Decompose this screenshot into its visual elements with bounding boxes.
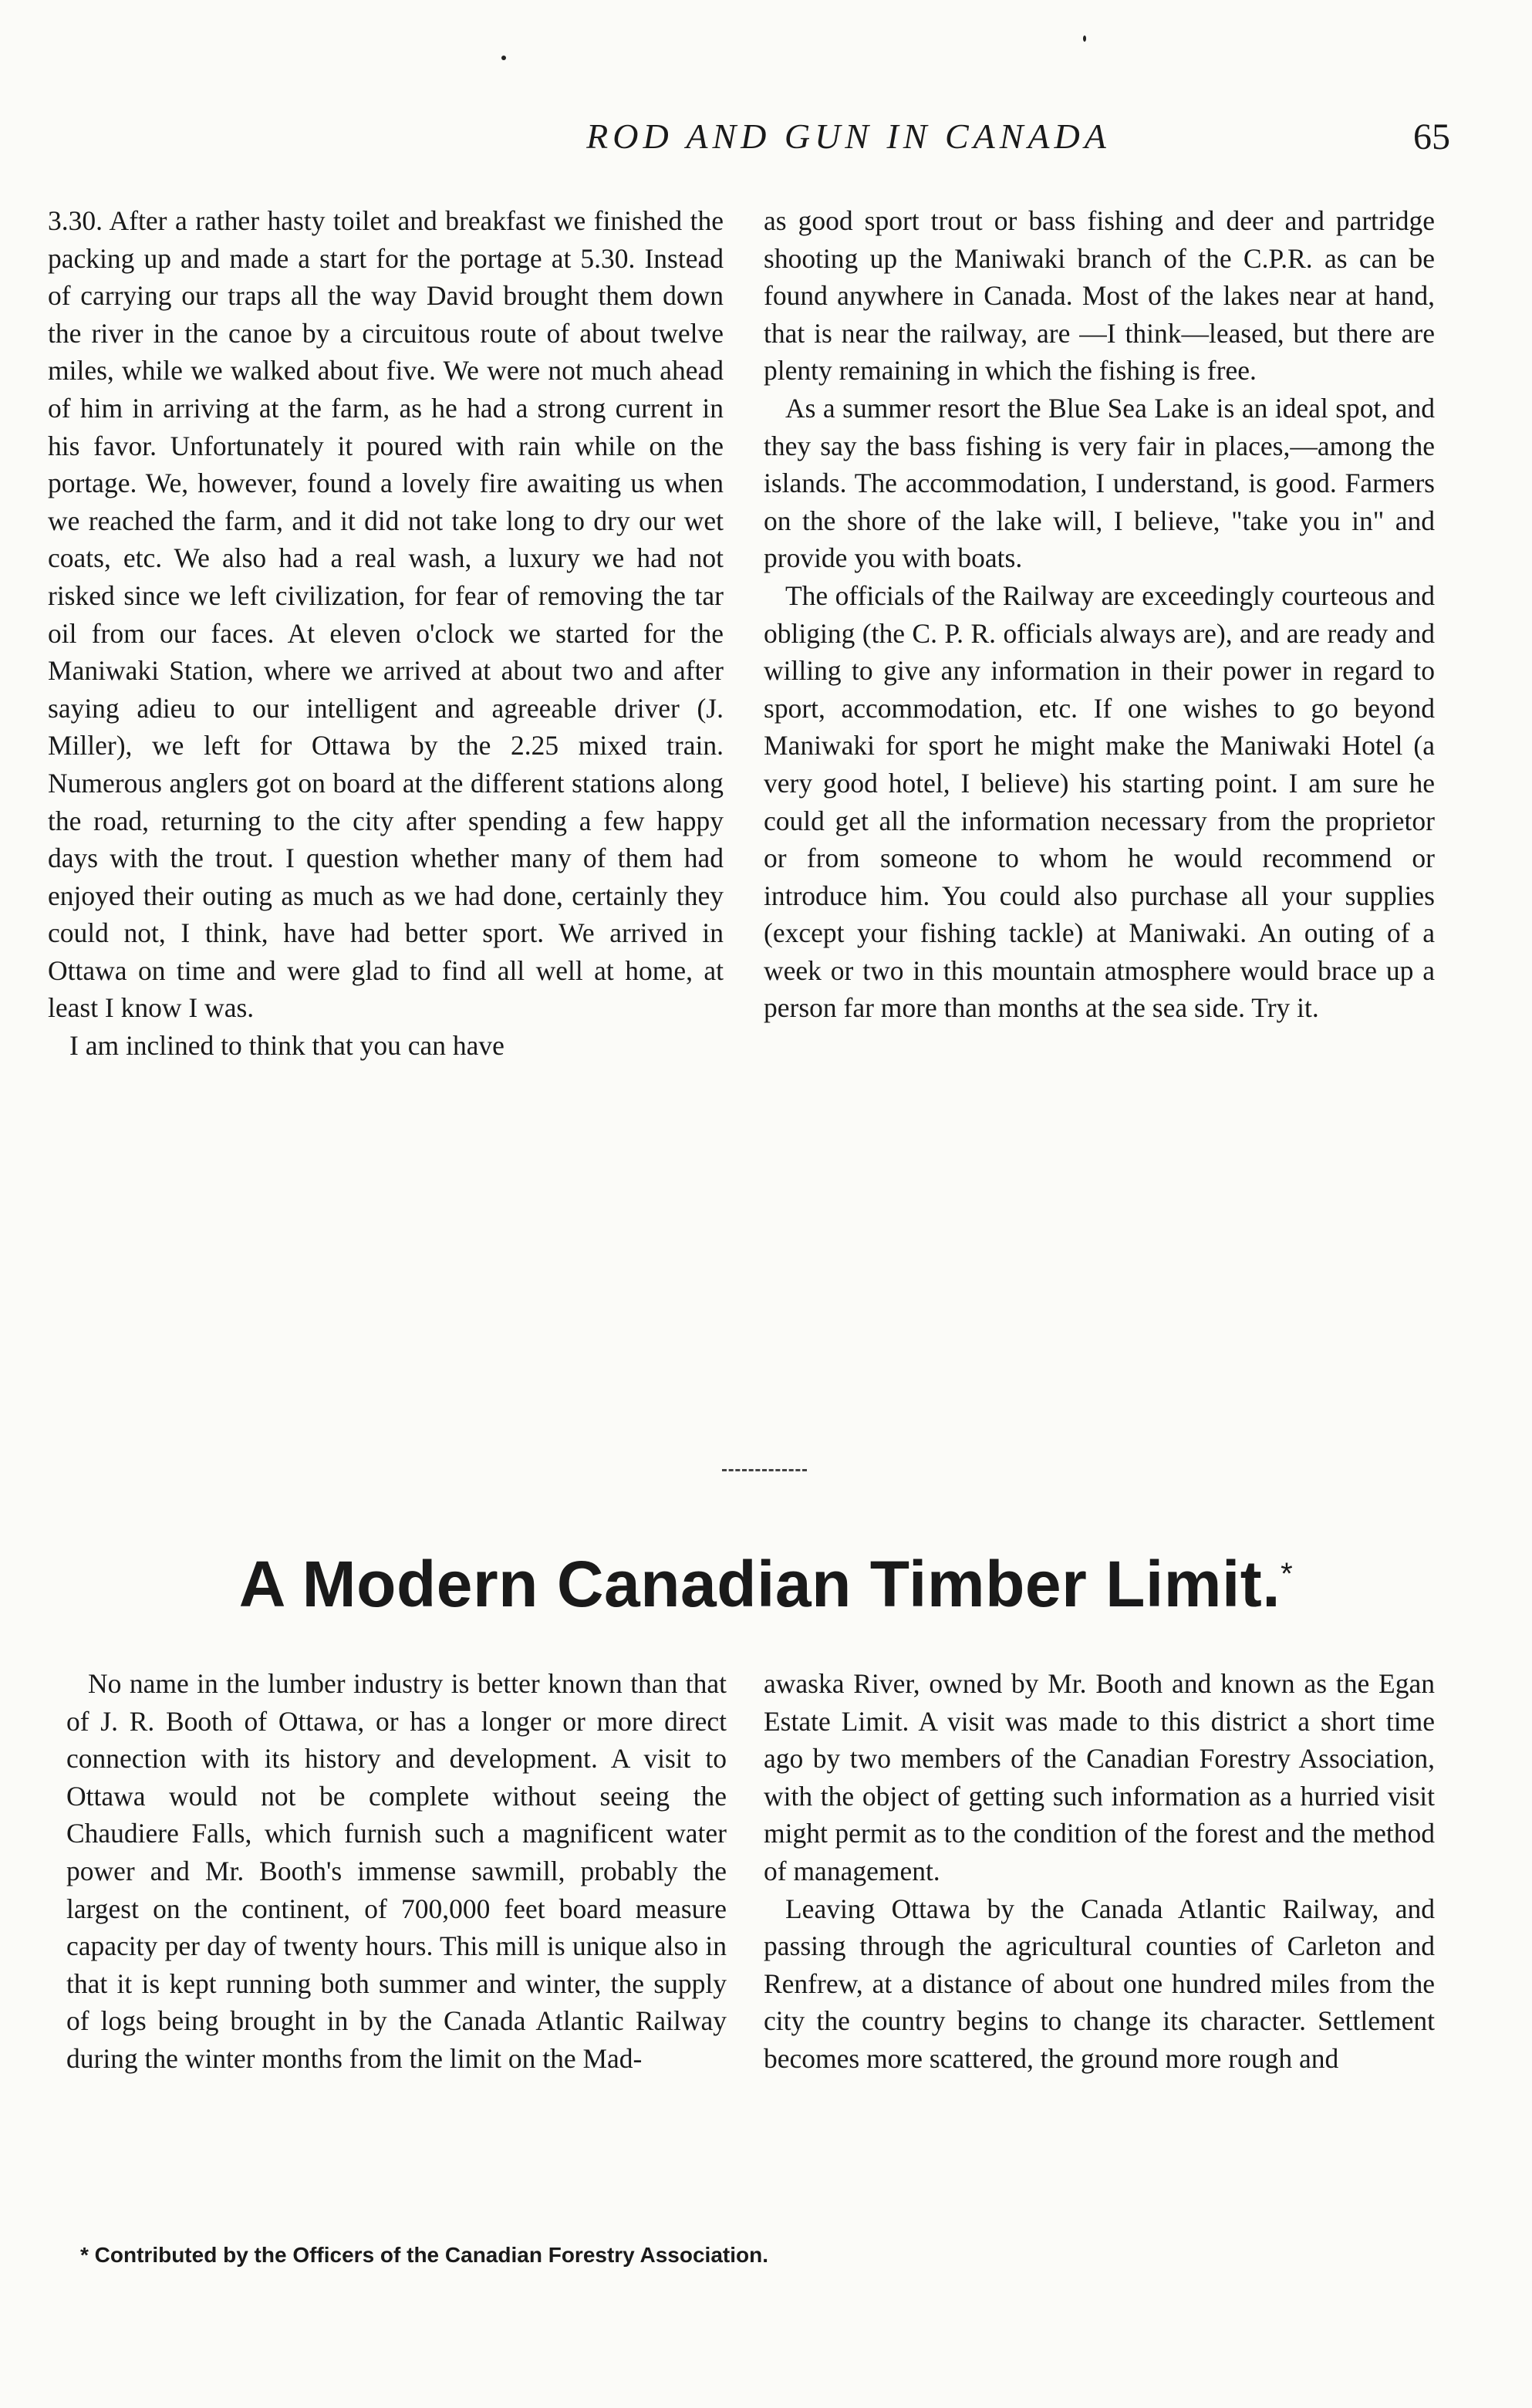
article-title	[0, 1547, 1532, 1622]
paragraph: 3.30. After a rather hasty toilet and breakfast we finished the packing up and made a start for the portage at 5.30. Instead of carrying our traps all the way David brought them down the river in the canoe by a circuitous route of about twelve miles, while we walked about five. We were not much ahead of him in arriving at the farm, as he had a strong current in his favor. Unfortunately it poured with rain while on the portage. We, however, found a lovely fire awaiting us when we reached the farm, and it did not take long to dry our wet coats, etc. We also had a real wash, a luxury we had not risked since we left civilization, for fear of removing the tar oil from our faces. At eleven o'clock we started for the Maniwaki Station, where we arrived at about two and after saying adieu to our intelligent and agreeable driver (J. Miller), we left for Ottawa by the 2.25 mixed train. Numerous anglers got on board at the different stations along the road, returning to the city after spending a few happy days with the trout. I question whether many of them had enjoyed their outing as much as we had done, certainly they could not, I think, have had better sport. We arrived in Ottawa on time and were glad to find all well at home, at least I know I was.	[48, 205, 724, 1024]
paragraph: as good sport trout or bass fishing and deer and partridge shooting up the Maniwaki branch of the C.P.R. as can be found anywhere in Canada. Most of the lakes near at hand, that is near the railway, are —I think—leased, but there are plenty remaining in which the fishing is free.	[764, 205, 1435, 387]
bottom-article-left-column	[66, 1665, 727, 2078]
print-speck	[1083, 35, 1086, 42]
top-article-right-column	[764, 202, 1435, 1027]
paragraph: No name in the lumber industry is better known than that of J. R. Booth of Ottawa, or has a longer or more direct connection with its history and development. A visit to Ottawa would not be complete without seeing the Chaudiere Falls, which furnish such a magnificent water power and Mr. Booth's immense sawmill, probably the largest on the continent, of 700,000 feet board measure capacity per day of twenty hours. This mill is unique also in that it is kept running both summer and winter, the supply of logs being brought in by the Canada Atlantic Railway during the winter months from the limit on the Mad-	[66, 1668, 727, 2074]
paragraph: As a summer resort the Blue Sea Lake is an ideal spot, and they say the bass fishing is very fair in places,—among the islands. The accommodation, I understand, is good. Farmers on the shore of the lake will, I believe, "take you in" and provide you with boats.	[764, 392, 1435, 574]
paragraph: Leaving Ottawa by the Canada Atlantic Railway, and passing through the agricultural counties of Carleton and Renfrew, at a distance of about one hundred miles from the city the country begins to change its character. Settlement becomes more scattered, the ground more rough and	[764, 1893, 1435, 2074]
paragraph: I am inclined to think that you can have	[69, 1030, 504, 1062]
bottom-article-right-column	[764, 1665, 1435, 2078]
page-number: 65	[1413, 117, 1450, 157]
article-title-text: A Modern Canadian Timber Limit.	[238, 1548, 1281, 1620]
section-divider	[722, 1469, 807, 1474]
running-head: ROD AND GUN IN CANADA	[586, 117, 1111, 156]
top-article-left-column	[48, 202, 724, 1065]
paragraph: The officials of the Railway are exceedingly courteous and obliging (the C. P. R. officials always are), and are ready and willing to give any information in their power in regard to sport, accommodation, etc. If one wishes to go beyond Maniwaki for sport he might make the Maniwaki Hotel (a very good hotel, I believe) his starting point. I am sure he could get all the information necessary from the proprietor or from someone to whom he would recommend or introduce him. You could also purchase all your supplies (except your fishing tackle) at Maniwaki. An outing of a week or two in this mountain atmosphere would brace up a person far more than months at the sea side. Try it.	[764, 579, 1435, 1024]
print-speck	[501, 56, 506, 60]
footnote-marker: *	[1281, 1557, 1294, 1591]
footnote: * Contributed by the Officers of the Canadian Forestry Association.	[80, 2243, 768, 2267]
paragraph: awaska River, owned by Mr. Booth and known as the Egan Estate Limit. A visit was made to this district a short time ago by two members of the Canadian Forestry Association, with the object of getting such information as a hurried visit might permit as to the condition of the forest and the method of management.	[764, 1668, 1435, 1886]
